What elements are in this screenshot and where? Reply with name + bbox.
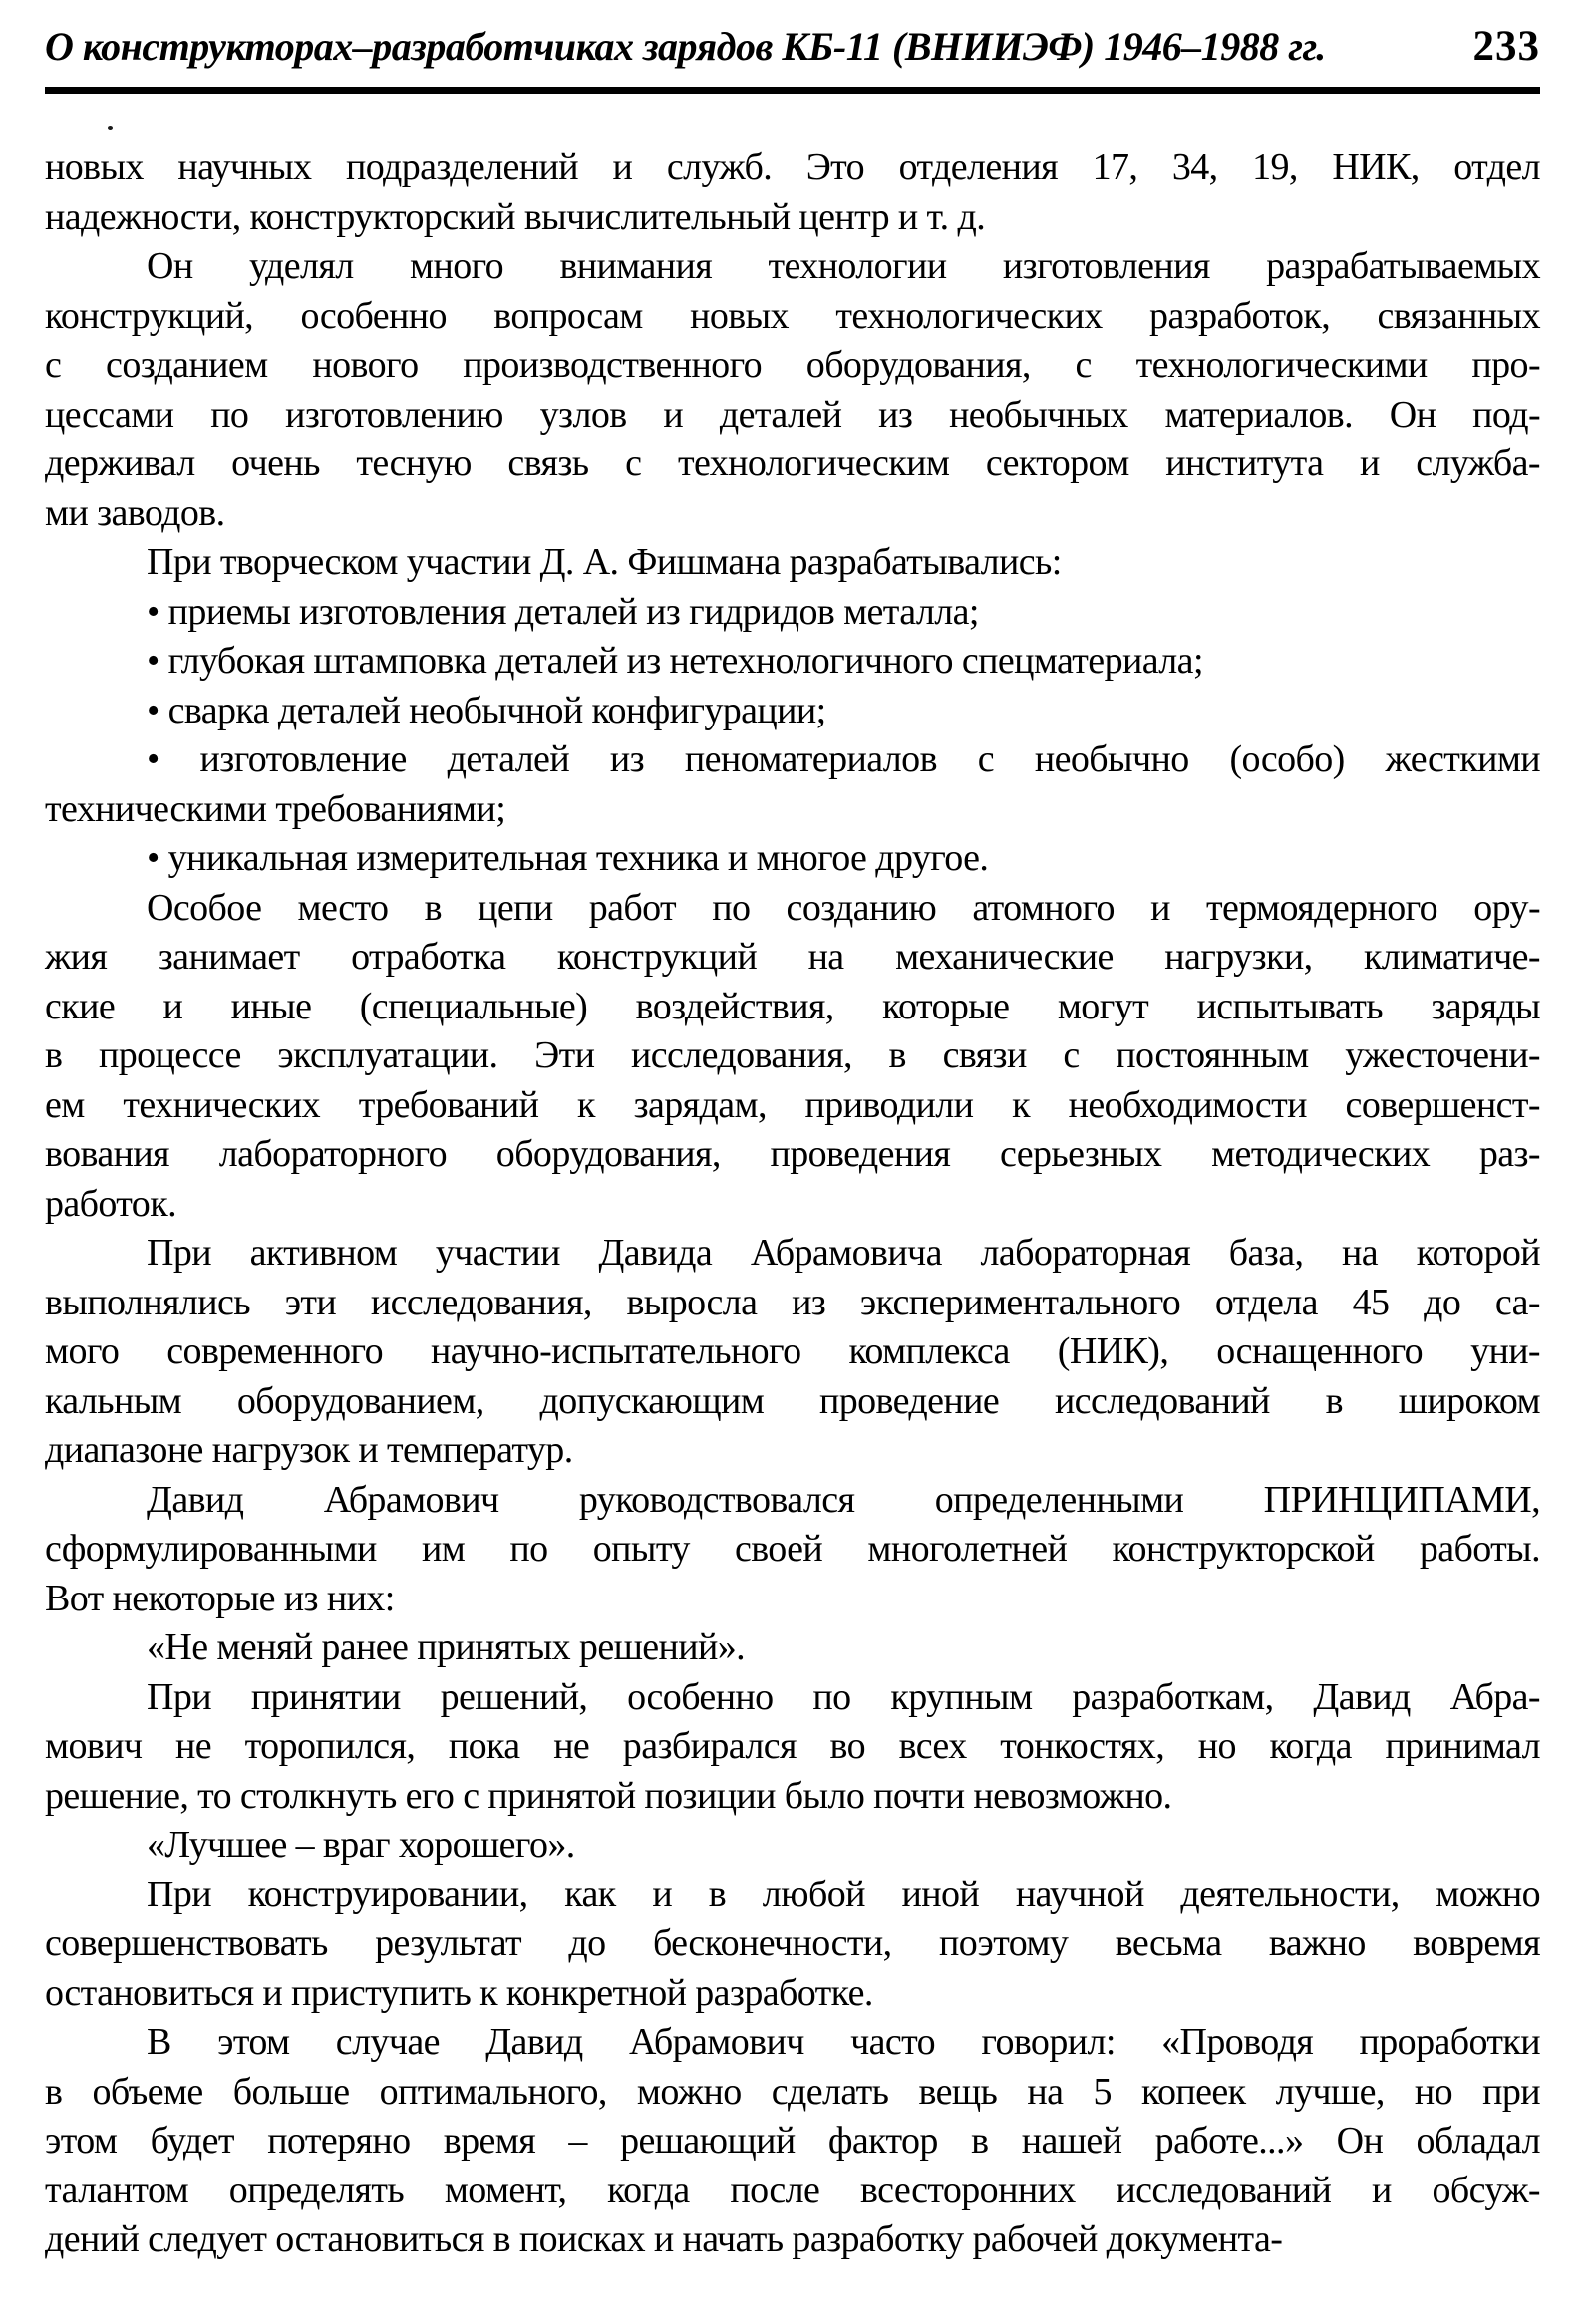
page-number: 233 [1472,23,1540,70]
text-line: «Не меняй ранее принятых решений». [147,1626,746,1668]
text-line: «Лучшее – враг хорошего». [147,1824,575,1866]
text-line: • изготовление деталей из пеноматериалов с необычно (особо) жесткими [147,738,1540,780]
text-line: новых научных подразделений и служб. Это отделения 17, 34, 19, НИК, отдел [45,146,1540,188]
text-line: вования лабораторного оборудования, проведения серьезных методических раз- [45,1133,1540,1175]
text-line: совершенствовать результат до бесконечности, поэтому весьма важно вовремя [45,1922,1540,1964]
text-line: • уникальная измерительная техника и многое другое. [147,837,989,879]
text-line: выполнялись эти исследования, выросла из экспериментального отдела 45 до са- [45,1281,1540,1323]
text-line: При творческом участии Д. А. Фишмана разрабатывались: [147,541,1062,583]
page-header [45,22,1540,94]
text-line: надежности, конструкторский вычислительный центр и т. д. [45,195,986,238]
text-line: Давид Абрамович руководствовался определенными ПРИНЦИПАМИ, [147,1478,1540,1521]
text-line: остановиться и приступить к конкретной разработке. [45,1971,873,2014]
text-line: ем технических требований к зарядам, приводили к необходимости совершенст- [45,1083,1540,1126]
text-line: мович не торопился, пока не разбирался во всех тонкостях, но когда принимал [45,1725,1540,1767]
text-line: При конструировании, как и в любой иной научной деятельности, можно [147,1873,1540,1915]
text-line: цессами по изготовлению узлов и деталей из необычных материалов. Он под- [45,393,1540,436]
text-line: Особое место в цепи работ по созданию атомного и термоядерного ору- [147,886,1540,929]
text-line: этом будет потеряно время – решающий фактор в нашей работе...» Он обладал [45,2120,1540,2162]
text-line: в объеме больше оптимального, можно сделать вещь на 5 копеек лучше, но при [45,2070,1540,2113]
text-line: дений следует остановиться в поисках и начать разработку рабочей документа- [45,2218,1283,2260]
text-line: ми заводов. [45,491,225,534]
text-line: в процессе эксплуатации. Эти исследования, в связи с постоянным ужесточени- [45,1034,1540,1076]
text-line: держивал очень тесную связь с технологическим сектором института и служба- [45,442,1540,484]
text-line: кальным оборудованием, допускающим проведение исследований в широком [45,1379,1540,1422]
text-line: с созданием нового производственного оборудования, с технологическими про- [45,344,1540,386]
text-line: сформулированными им по опыту своей многолетней конструкторской работы. [45,1528,1540,1570]
text-line: талантом определять момент, когда после всесторонних исследований и обсуж- [45,2169,1540,2211]
text-line: • сварка деталей необычной конфигурации; [147,689,826,731]
text-line: В этом случае Давид Абрамович часто говорил: «Проводя проработки [147,2021,1540,2063]
text-line: Вот некоторые из них: [45,1577,395,1619]
text-line: • глубокая штамповка деталей из нетехнологичного спецматериала; [147,640,1203,682]
text-line: решение, то столкнуть его с принятой позиции было почти невозможно. [45,1774,1172,1817]
text-line: При принятии решений, особенно по крупным разработкам, Давид Абра- [147,1675,1540,1718]
text-line: работок. [45,1182,176,1225]
page-body [45,144,1540,2265]
running-header-title: О конструкторах–разработчиках зарядов КБ-11 (ВНИИЭФ) 1946–1988 гг. [45,24,1326,69]
running-header-row [45,22,1540,78]
text-line: конструкций, особенно вопросам новых технологических разработок, связанных [45,294,1540,337]
scan-speck [108,126,113,130]
text-line: Он уделял много внимания технологии изготовления разрабатываемых [147,245,1540,287]
text-line: диапазоне нагрузок и температур. [45,1429,573,1471]
header-rule [45,87,1540,94]
text-line: • приемы изготовления деталей из гидридов металла; [147,590,979,633]
text-line: мого современного научно-испытательного комплекса (НИК), оснащенного уни- [45,1330,1540,1372]
text-line: При активном участии Давида Абрамовича лабораторная база, на которой [147,1232,1540,1274]
text-line: ские и иные (специальные) воздействия, которые могут испытывать заряды [45,985,1540,1027]
text-line: жия занимает отработка конструкций на механические нагрузки, климатиче- [45,936,1540,978]
text-line: техническими требованиями; [45,787,506,830]
